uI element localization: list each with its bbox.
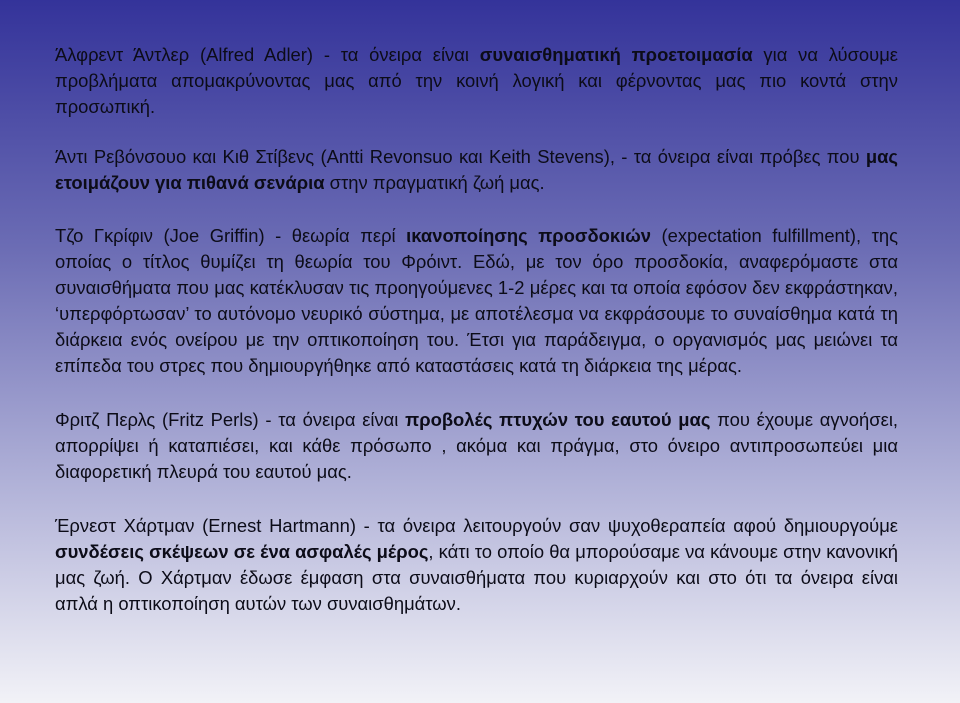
text-segment: Άντι Ρεβόνσουο και Κιθ Στίβενς (Antti Revonsuo και Keith Stevens), - τα όνειρα είναι πρόβες που	[55, 146, 866, 167]
text-segment: , κάτι το οποίο θα μπορούσαμε να κάνουμε στην κανονική μας ζωή. Ο Χάρτμαν έδωσε έμφαση στα συναισθήματα που κυριαρχούν και στο ότι τα όνειρα είναι απλά η οπτικοποίηση αυτών των συναισθημάτων.	[55, 541, 898, 614]
text-segment: Φριτζ Περλς (Fritz Perls) - τα όνειρα είναι	[55, 409, 406, 430]
text-segment: που έχουμε αγνοήσει, απορρίψει ή καταπιέσει, και κάθε πρόσωπο , ακόμα και πράγμα, στο όνειρο αντιπροσωπεύει μια διαφορετική πλευρά του εαυτού μας.	[55, 409, 899, 482]
text-segment: στην πραγματική ζωή μας.	[324, 172, 545, 193]
text-segment: Τζο Γκρίφιν (Joe Griffin) - θεωρία περί	[55, 225, 407, 246]
bold-text-segment: μας ετοιμάζουν για πιθανά σενάρια	[55, 146, 898, 193]
paragraph-hartmann	[55, 513, 898, 617]
paragraph-perls	[55, 407, 898, 485]
paragraph-griffin	[55, 223, 898, 379]
bold-text-segment: συναισθηματική προετοιμασία	[479, 44, 753, 65]
text-segment: (expectation fulfillment), της οποίας ο τίτλος θυμίζει τη θεωρία του Φρόιντ. Εδώ, με τον όρο προσδοκία, αναφερόμαστε στα συναισθήματα που μας κατέκλυσαν τις προηγούμενες 1-2 μέρες και τα οποία εφόσον δεν εκφράστηκαν, ‘υπερφόρτωσαν’ το αυτόνομο νευρικό σύστημα, με αποτέλεσμα να εκφράσουμε το συναίσθημα κατά τη διάρκεια ενός ονείρου με την οπτικοποίηση του. Έτσι για παράδειγμα, ο οργανισμός μας μειώνει τα επίπεδα του στρες που δημιουργήθηκε από καταστάσεις κατά τη διάρκεια της μέρας.	[55, 225, 898, 376]
bold-text-segment: προβολές πτυχών του εαυτού μας	[405, 409, 711, 430]
slide-content	[55, 42, 898, 617]
text-segment: Άλφρεντ Άντλερ (Alfred Adler) - τα όνειρα είναι	[55, 44, 480, 65]
bold-text-segment: συνδέσεις σκέψεων σε ένα ασφαλές μέρος	[55, 541, 429, 562]
bold-text-segment: ικανοποίησης προσδοκιών	[406, 225, 651, 246]
paragraph-adler	[55, 42, 898, 120]
text-segment: Έρνεστ Χάρτμαν (Ernest Hartmann) - τα όνειρα λειτουργούν σαν ψυχοθεραπεία αφού δημιουργούμε	[55, 515, 898, 536]
text-segment: για να λύσουμε προβλήματα απομακρύνοντας μας από την κοινή λογική και φέρνοντας μας πιο κοντά στην προσωπική.	[55, 44, 898, 117]
paragraph-revonsuo-stevens	[55, 144, 898, 196]
